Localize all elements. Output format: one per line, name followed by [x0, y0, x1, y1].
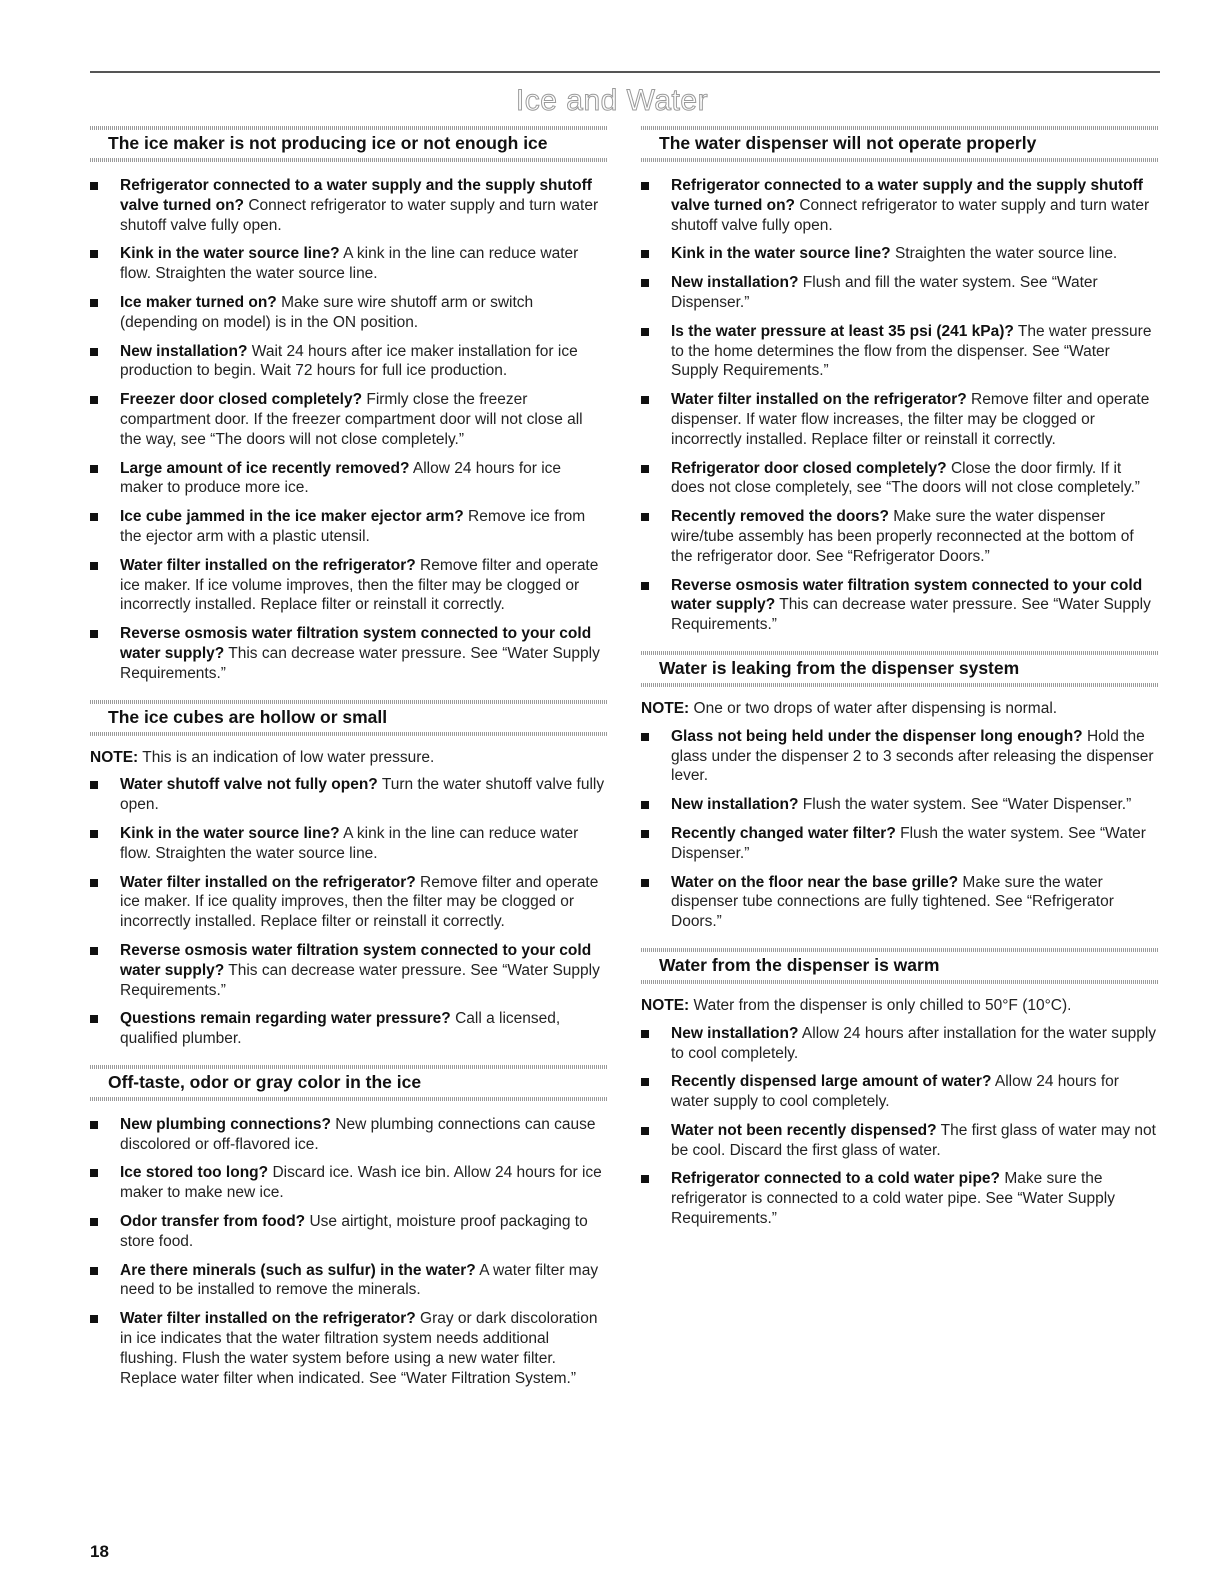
item-lead: Reverse osmosis water filtration system connected to your cold water supply?	[120, 625, 592, 662]
item-text: Remove filter and operate dispenser. If water flow increases, the filter may be clogged or incorrectly installed. Replace filter or reinstall it correctly.	[671, 391, 1150, 448]
section-heading: The water dispenser will not operate properly	[641, 126, 1159, 162]
list-item	[641, 507, 1159, 566]
item-text: Remove ice from the ejector arm with a plastic utensil.	[120, 508, 586, 545]
list-item	[90, 390, 607, 449]
item-list	[90, 1115, 607, 1389]
list-item	[90, 1115, 607, 1155]
page-title: Ice and Water	[515, 84, 709, 117]
item-text: Gray or dark discoloration in ice indicates that the water filtration system needs additional flushing. Flush the water system before using a new water filter. Replace water filter when indicated. See “Water Filtration System.”	[120, 1310, 598, 1387]
item-list	[641, 727, 1159, 932]
list-item	[90, 507, 607, 547]
item-text: Discard ice. Wash ice bin. Allow 24 hours for ice maker to make new ice.	[120, 1164, 602, 1202]
item-text: Allow 24 hours for water supply to cool completely.	[671, 1073, 1119, 1111]
item-lead: Ice maker turned on?	[120, 293, 277, 311]
item-text: Make sure the water dispenser tube connections are fully tightened. See “Refrigerator Doors.”	[671, 873, 1114, 931]
item-text: This can decrease water pressure. See “Water Supply Requirements.”	[120, 644, 600, 682]
item-list	[90, 775, 607, 1049]
list-item	[641, 873, 1159, 932]
list-item	[641, 1121, 1159, 1161]
item-lead: Refrigerator door closed completely?	[671, 459, 947, 477]
note-label: NOTE:	[641, 996, 690, 1014]
item-lead: Refrigerator connected to a cold water pipe?	[671, 1170, 1001, 1188]
item-lead: New installation?	[671, 796, 799, 814]
list-item	[90, 624, 607, 683]
item-text: Wait 24 hours after ice maker installation for ice production to begin. Wait 72 hours for full ice production.	[120, 342, 578, 380]
item-text: Connect refrigerator to water supply and turn water shutoff valve fully open.	[120, 196, 599, 234]
item-lead: Water filter installed on the refrigerator?	[120, 1310, 416, 1328]
note-label: NOTE:	[641, 699, 690, 717]
item-text: A water filter may need to be installed to remove the minerals.	[120, 1261, 599, 1299]
item-lead: Reverse osmosis water filtration system connected to your cold water supply?	[671, 576, 1143, 614]
list-item	[90, 1261, 607, 1301]
item-lead: Kink in the water source line?	[120, 245, 340, 263]
list-item	[641, 244, 1159, 264]
section-heading: Water from the dispenser is warm	[641, 948, 1159, 984]
item-lead: Water filter installed on the refrigerator?	[120, 556, 416, 574]
item-text: Flush and fill the water system. See “Water Dispenser.”	[671, 274, 1098, 311]
item-text: The water pressure to the home determines the flow from the dispenser. See “Water Supply Requirements.”	[671, 322, 1152, 380]
item-lead: New installation?	[671, 274, 799, 292]
item-text: This can decrease water pressure. See “Water Supply Requirements.”	[671, 596, 1151, 634]
list-item	[90, 1309, 607, 1388]
list-item	[641, 1072, 1159, 1112]
item-lead: Ice stored too long?	[120, 1164, 269, 1182]
list-item	[641, 1169, 1159, 1228]
section-heading: Water is leaking from the dispenser system	[641, 651, 1159, 687]
item-text: Use airtight, moisture proof packaging to store food.	[120, 1213, 588, 1250]
item-text: Flush the water system. See “Water Dispenser.”	[671, 824, 1146, 862]
item-text: This can decrease water pressure. See “Water Supply Requirements.”	[120, 961, 600, 999]
item-lead: Kink in the water source line?	[671, 245, 891, 263]
list-item	[90, 176, 607, 235]
item-lead: Freezer door closed completely?	[120, 391, 363, 409]
item-lead: Water not been recently dispensed?	[671, 1121, 937, 1139]
list-item	[641, 795, 1159, 815]
item-lead: Recently changed water filter?	[671, 824, 896, 842]
item-lead: Refrigerator connected to a water supply and the supply shutoff valve turned on?	[120, 177, 592, 214]
item-lead: Are there minerals (such as sulfur) in the water?	[120, 1261, 476, 1279]
item-lead: Glass not being held under the dispenser long enough?	[671, 727, 1083, 745]
item-lead: Reverse osmosis water filtration system connected to your cold water supply?	[120, 941, 592, 979]
item-list	[90, 176, 607, 684]
item-text: Make sure the water dispenser wire/tube assembly has been properly reconnected at the bottom of the refrigerator door. See “Refrigerator Doors.”	[671, 508, 1134, 565]
item-lead: Water on the floor near the base grille?	[671, 873, 959, 891]
list-item	[90, 1163, 607, 1203]
list-item	[90, 824, 607, 864]
note-label: NOTE:	[90, 748, 139, 766]
note-text: One or two drops of water after dispensing is normal.	[693, 699, 1058, 717]
item-lead: Odor transfer from food?	[120, 1213, 306, 1231]
note-text: This is an indication of low water pressure.	[142, 748, 435, 766]
item-list	[641, 1024, 1159, 1229]
list-item	[90, 1009, 607, 1049]
item-lead: Water filter installed on the refrigerator?	[120, 873, 416, 891]
list-item	[90, 293, 607, 333]
note	[641, 699, 1159, 719]
item-text: The first glass of water may not be cool. Discard the first glass of water.	[671, 1121, 1156, 1159]
item-text: Firmly close the freezer compartment door. If the freezer compartment door will not close all the way, see “The doors will not close completely.”	[120, 391, 583, 448]
item-text: A kink in the line can reduce water flow. Straighten the water source line.	[120, 245, 579, 283]
item-text: Turn the water shutoff valve fully open.	[120, 776, 605, 814]
item-text: Straighten the water source line.	[894, 245, 1118, 263]
list-item	[641, 322, 1159, 381]
item-text: Allow 24 hours after installation for the water supply to cool completely.	[671, 1024, 1157, 1062]
item-text: Connect refrigerator to water supply and turn water shutoff valve fully open.	[671, 196, 1150, 234]
list-item	[90, 1212, 607, 1252]
item-text: New plumbing connections can cause discolored or off-flavored ice.	[120, 1115, 596, 1153]
list-item	[641, 176, 1159, 235]
right-column	[641, 126, 1159, 1238]
item-text: A kink in the line can reduce water flow. Straighten the water source line.	[120, 824, 579, 862]
page-number: 18	[90, 1542, 109, 1561]
item-text: Make sure wire shutoff arm or switch (depending on model) is in the ON position.	[120, 293, 534, 331]
list-item	[641, 390, 1159, 449]
list-item	[641, 459, 1159, 499]
list-item	[90, 941, 607, 1000]
item-text: Call a licensed, qualified plumber.	[120, 1010, 561, 1048]
item-text: Remove filter and operate ice maker. If ice volume improves, then the filter may be clogged or incorrectly installed. Replace filter or reinstall it correctly.	[120, 556, 599, 614]
list-item	[641, 1024, 1159, 1064]
item-text: Flush the water system. See “Water Dispenser.”	[802, 796, 1132, 814]
section-heading: The ice maker is not producing ice or not enough ice	[90, 126, 607, 162]
item-lead: Refrigerator connected to a water supply and the supply shutoff valve turned on?	[671, 177, 1143, 214]
item-text: Hold the glass under the dispenser 2 to 3 seconds after releasing the dispenser lever.	[671, 727, 1154, 785]
section-heading: Off-taste, odor or gray color in the ice	[90, 1065, 607, 1101]
item-lead: Is the water pressure at least 35 psi (241 kPa)?	[671, 322, 1014, 340]
item-lead: Kink in the water source line?	[120, 824, 340, 842]
list-item	[641, 576, 1159, 635]
left-column	[90, 126, 607, 1397]
item-lead: New installation?	[120, 342, 248, 360]
list-item	[90, 244, 607, 284]
item-lead: Large amount of ice recently removed?	[120, 459, 410, 477]
list-item	[90, 873, 607, 932]
item-lead: Recently removed the doors?	[671, 508, 889, 526]
note	[90, 748, 607, 768]
top-rule	[90, 71, 1160, 73]
section-heading: The ice cubes are hollow or small	[90, 700, 607, 736]
item-list	[641, 176, 1159, 635]
list-item	[90, 342, 607, 382]
item-text: Remove filter and operate ice maker. If ice quality improves, then the filter may be clogged or incorrectly installed. Replace filter or reinstall it correctly.	[120, 873, 599, 931]
item-lead: Questions remain regarding water pressure?	[120, 1010, 451, 1028]
list-item	[90, 556, 607, 615]
list-item	[641, 824, 1159, 864]
list-item	[90, 459, 607, 499]
list-item	[641, 727, 1159, 786]
item-lead: Water shutoff valve not fully open?	[120, 776, 378, 794]
note	[641, 996, 1159, 1016]
note-text: Water from the dispenser is only chilled to 50°F (10°C).	[693, 996, 1072, 1014]
item-text: Make sure the refrigerator is connected to a cold water pipe. See “Water Supply Requirements.”	[671, 1170, 1115, 1228]
item-lead: Ice cube jammed in the ice maker ejector arm?	[120, 508, 464, 526]
item-lead: New plumbing connections?	[120, 1115, 331, 1133]
list-item	[90, 775, 607, 815]
item-lead: Water filter installed on the refrigerator?	[671, 391, 967, 409]
item-lead: New installation?	[671, 1024, 799, 1042]
list-item	[641, 273, 1159, 313]
item-lead: Recently dispensed large amount of water?	[671, 1073, 992, 1091]
item-text: Allow 24 hours for ice maker to produce more ice.	[120, 459, 562, 497]
item-text: Close the door firmly. If it does not close completely, see “The doors will not close completely.”	[671, 459, 1140, 497]
